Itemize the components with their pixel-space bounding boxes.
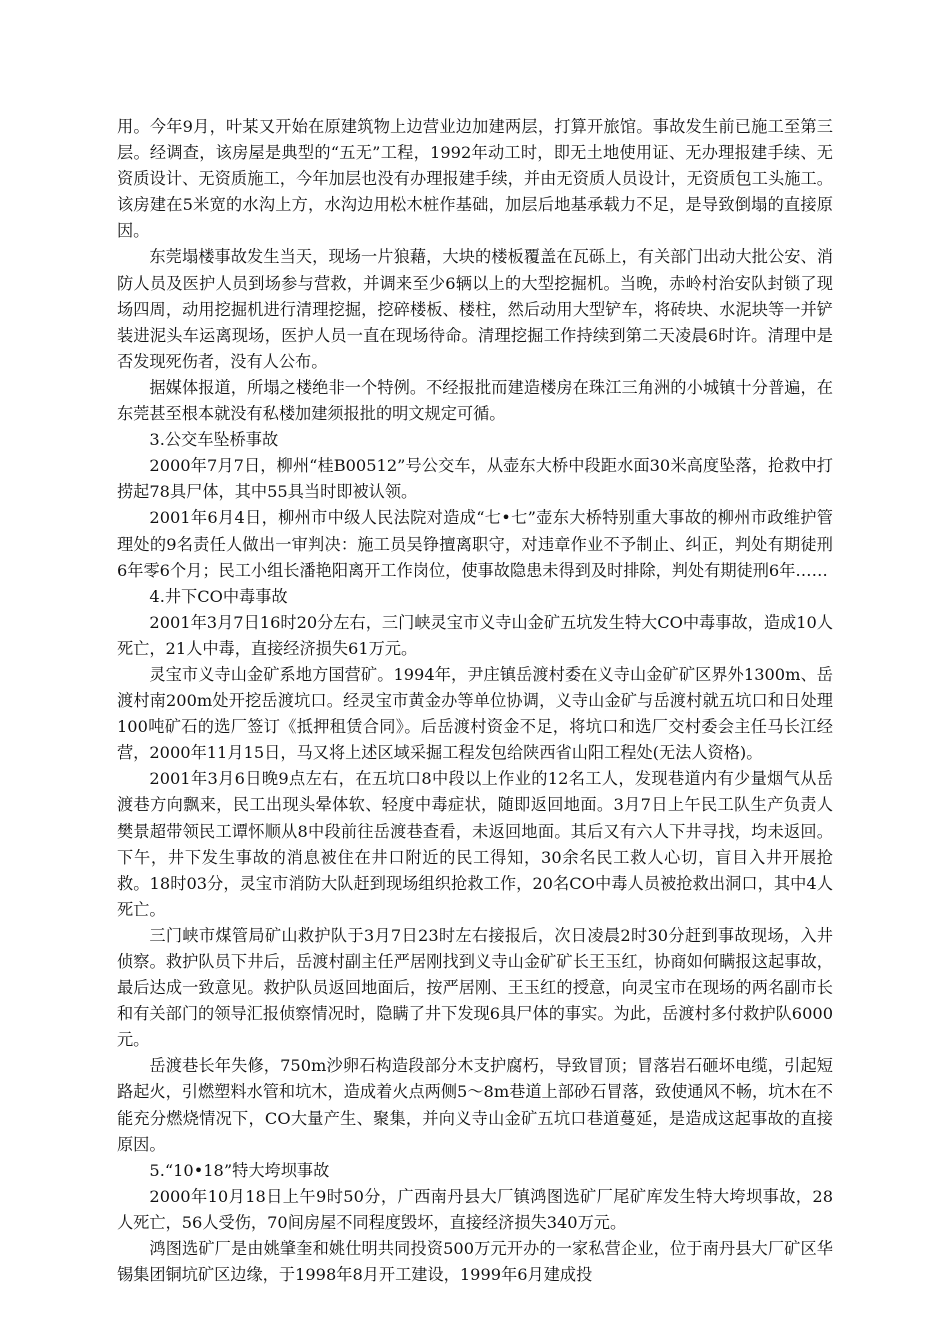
paragraph: 岳渡巷长年失修，750m沙卵石构造段部分木支护腐朽，导致冒顶；冒落岩石砸坏电缆，引起短路起火，引燃塑料水管和坑木，造成着火点两侧5～8m巷道上部砂石冒落，致使通风不畅，坑木在不能充分燃烧情况下，CO大量产生、聚集，并向义寺山金矿五坑口巷道蔓延，是造成这起事故的直接原因。 (117, 1056, 833, 1154)
paragraph: 灵宝市义寺山金矿系地方国营矿。1994年，尹庄镇岳渡村委在义寺山金矿矿区界外1300m、岳渡村南200m处开挖岳渡坑口。经灵宝市黄金办等单位协调，义寺山金矿与岳渡村就五坑口和日处理100吨矿石的选厂签订《抵押租赁合同》。后岳渡村资金不足，将坑口和选厂交村委会主任马长江经营，2000年11月15日，马又将上述区域采掘工程发包给陕西省山阳工程处(无法人资格)。 (117, 664, 833, 763)
paragraph: 2001年3月6日晚9点左右，在五坑口8中段以上作业的12名工人，发现巷道内有少量烟气从岳渡巷方向飘来，民工出现头晕体软、轻度中毒症状，随即返回地面。3月7日上午民工队生产负责人樊景超带领民工谭怀顺从8中段前往岳渡巷查看，未返回地面。其后又有六人下井寻找，均未返回。下午，井下发生事故的消息被住在井口附近的民工得知，30余名民工救人心切，盲目入井开展抢救。18时03分，灵宝市消防大队赶到现场组织抢救工作，20名CO中毒人员被抢救出洞口，其中4人死亡。 (117, 769, 833, 919)
document-page (117, 114, 833, 1288)
paragraph: 三门峡市煤管局矿山救护队于3月7日23时左右接报后，次日凌晨2时30分赶到事故现场，入井侦察。救护队员下井后，岳渡村副主任严居刚找到义寺山金矿矿长王玉红，协商如何瞒报这起事故，最后达成一致意见。救护队员返回地面后，按严居刚、王玉红的授意，向灵宝市在现场的两名副市长和有关部门的领导汇报侦察情况时，隐瞒了井下发现6具尸体的事实。为此，岳渡村多付救护队6000元。 (117, 925, 833, 1050)
paragraph: 2001年3月7日16时20分左右，三门峡灵宝市义寺山金矿五坑发生特大CO中毒事故，造成10人死亡，21人中毒，直接经济损失61万元。 (117, 612, 833, 658)
paragraph: 据媒体报道，所塌之楼绝非一个特例。不经报批而建造楼房在珠江三角洲的小城镇十分普遍，在东莞甚至根本就没有私楼加建须报批的明文规定可循。 (117, 377, 833, 424)
paragraph: 东莞塌楼事故发生当天，现场一片狼藉，大块的楼板覆盖在瓦砾上，有关部门出动大批公安、消防人员及医护人员到场参与营救，并调来至少6辆以上的大型挖掘机。当晚，赤岭村治安队封锁了现场四周，动用挖掘机进行清理挖掘，挖碎楼板、楼柱，然后动用大型铲车，将砖块、水泥块等一并铲装进泥头车运离现场，医护人员一直在现场待命。清理挖掘工作持续到第二天凌晨6时许。清理中是否发现死伤者，没有人公布。 (117, 247, 833, 371)
section-heading: 4.井下CO中毒事故 (149, 586, 288, 606)
paragraph: 鸿图选矿厂是由姚肇奎和姚仕明共同投资500万元开办的一家私营企业，位于南丹县大厂矿区华锡集团铜坑矿区边缘，于1998年8月开工建设，1999年6月建成投 (117, 1239, 833, 1285)
paragraph: 2001年6月4日，柳州市中级人民法院对造成“七•七”壶东大桥特别重大事故的柳州市政维护管理处的9名责任人做出一审判决：施工员吴铮擅离职守，对违章作业不予制止、纠正，判处有期徒刑6年零6个月；民工小组长潘艳阳离开工作岗位，使事故隐患未得到及时排除，判处有期徒刑6年…… (117, 508, 833, 580)
paragraph: 2000年7月7日，柳州“桂B00512”号公交车，从壶东大桥中段距水面30米高度坠落，抢救中打捞起78具尸体，其中55具当时即被认领。 (117, 456, 833, 502)
paragraph: 用。今年9月，叶某又开始在原建筑物上边营业边加建两层，打算开旅馆。事故发生前已施工至第三层。经调查，该房屋是典型的“五无”工程，1992年动工时，即无土地使用证、无办理报建手续、无资质设计、无资质施工，今年加层也没有办理报建手续，并由无资质人员设计，无资质包工头施工。该房建在5米宽的水沟上方，水沟边用松木桩作基础，加层后地基承载力不足，是导致倒塌的直接原因。 (117, 117, 833, 241)
section-heading: 5.“10•18”特大垮坝事故 (149, 1160, 330, 1180)
section-heading: 3.公交车坠桥事故 (149, 430, 279, 450)
paragraph: 2000年10月18日上午9时50分，广西南丹县大厂镇鸿图选矿厂尾矿库发生特大垮坝事故，28人死亡，56人受伤，70间房屋不同程度毁坏，直接经济损失340万元。 (117, 1186, 833, 1232)
